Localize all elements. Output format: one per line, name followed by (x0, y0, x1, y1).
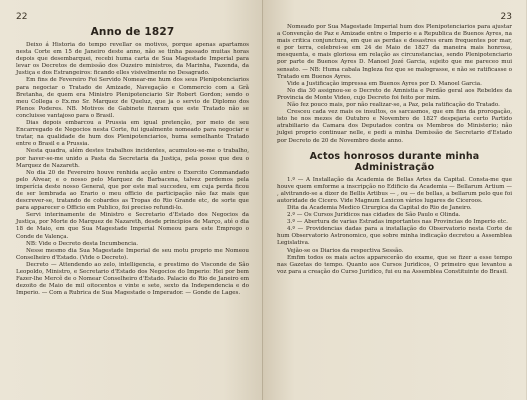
paragraph: Não fez pouco mais, por não realizar-se, a Paz, pela ratificação do Tratado. (287, 102, 500, 109)
paragraph: 4.º — Providencias dadas para a installação do Observatorio nesta Corte de hum Observatorio Astronomico, que sobre minha indicação decretou a Assemblea Legislativa. (277, 226, 512, 247)
left-page (0, 0, 263, 400)
left-body (16, 42, 249, 297)
paragraph: No dia 30 assignou-se o Decreto de Amnistia e Perdão geral aos Rebeldes da Provincia de Monte Video, cujo Decreto foi feito por mim. (277, 87, 512, 101)
paragraph: 3.º — Abertura de varias Estradas importantes nas Provincias do Imperio etc. (287, 219, 508, 226)
paragraph: Cresceu cada vez mais os insultos, os sarcasmos, que em fins da prorogação, isto he nos mezes de Outubro e Novembro de 1827 despejaria certo Partido atrabiliario da Camara dos Deputados contra os Membros do Ministerio; não julgei proprio continuar nelle, e pedi a minha Demissão de Secretario d'Estado por Decreto de 20 de Novembro deste anno. (277, 109, 512, 144)
right-body-bottom (277, 177, 512, 276)
paragraph: Vide a Justificação impressa em Buenos Ayres por D. Manoel Garcia. (287, 80, 482, 87)
paragraph: 2.º — Os Cursos Juridicos nas cidades de São Paulo e Olinda. (287, 212, 461, 219)
paragraph: Deixo á Historia do tempo revellar os motivos, porque apenas apartamos nesta Corte em 15 de Janeiro deste anno, não se tinha passado muitas horas depois que desembarquei, recebi huma carta de Sua Magestade Imperial para levar os Decretos de demissão dos Ouzeiro ministros, da Marinha, Fazenda, da Justiça e dos Estrangeiros: ficando elles visivelmente no Desagrado. (16, 42, 249, 77)
paragraph: Vejão-se os Diarios da respectiva Sessão. (287, 247, 404, 254)
right-body-top (277, 24, 512, 145)
paragraph: Em fins de Fevereiro Foi Servido Nomear-me hum dos seus Plenipotenciarios para negociar o Tratado de Amizade, Navegação e Commercio com a Grã Bretanha, de quem era Ministro Plenipotenciario Sir Robert Gordon; sendo o meu Collega o Ex.mo Sr. Marquez de Queluz, que ja o servio de Diplomo dos Plenos Poderes. NB. Motivos de Gabinete fizeram que este Tratado não se concluisse vantajoso para o Brasil. (16, 77, 249, 119)
paragraph: Servi interinamente de Ministro e Secretario d'Estado dos Negocios da Justiça, por Morte do Marquez de Nazareth, desde principios de Março, até o dia 18 de Maio, em que Sua Magestade Imperial Nomeou para este Emprego o Conde de Valença. (16, 212, 249, 240)
paragraph: Emfim todos os mais actos apparecerão do exame, que se fizer a esse tempo nas Gazetas do tempo. Quanto aos Cursos Juridicos, O primeiro que levantou a voz para a creação do Curso Juridico, fui eu na Assemblea Constituinte do Brasil. (277, 254, 512, 275)
section-title-actos-honrosos: Actos honrosos durante minha Administração (309, 150, 480, 173)
paragraph: 1.º — A Installação da Academia de Bellas Artes da Capital. Consta-me que houve quem emforme a inscripção no Edificio da Academia — Bellarum Artium — , alvitrando-se a dizer de Bellis Artibus — , ou — de bellas, a bellarum pelo que foi autoridade de Cicero. Vide Magnum Lexicon vários lugares de Ciceroos. (277, 176, 512, 204)
paragraph: Decreto — Attendendo ao zelo, intelligencia, e prestimo do Visconde de São Leopoldo, Ministro, e Secretario d'Estado dos Negocios do Imperio: Hei por bem Fazer-lhe Mercê de o Nomear Conselheiro d'Estado. Palacio do Rio de Janeiro em dezoito de Maio de mil oitocentos e vinte e sete, sexto da Independencia e do Imperio. — Com a Rubrica de Sua Magestade o Imperador. — Gonde de Lages. (16, 261, 249, 297)
right-page (263, 0, 526, 400)
paragraph: No dia 20 de Fevereiro houve renhida acção entre o Exercito Commandado pelo Alvear, e o nosso pelo Marquez de Barbacena, talvez perdemos pela imperícia deste nosso General, que por este mal succedeu, em cuja perda ficou de ser lembrada ao Erario o meu officio de participação não faz mais que descrever-se, tratando de cobardes as Tropas do Rio Grande etc, de sorte que para apparecer o Officio em Publico, foi preciso refundi-lo. (16, 169, 249, 212)
paragraph: Nesse mesmo dia Sua Magestade Imperial de seu motu proprio me Nomeou Conselheiro d'Estado. (Vide o Decreto). (16, 247, 249, 261)
paragraph: NB: Vide o Decreto desta Incumbencia. (26, 240, 139, 247)
page-number-right: 23 (500, 12, 512, 22)
paragraph: Nomeado por Sua Magestade Imperial hum dos Plenipotenciarios para ajustar a Convenção de Paz e Amizade entre o Imperio e a Republica de Buenos Ayres, na mais critica conjunctura, em que as perdas e desastres eram frequentes por mar, e por terra, celebrei-se em 24 de Maio de 1827 da maneira mais honrosa, mesquenta, e mais gloriosa em relação as circunstancias, sendo Plenipotenciario por parte de Buenos Ayres D. Manoel Jozé Garcia, sujeito que me pareceo mui sensato. — NB: Huma cabala Ingleza fez que se malograsse, e não se ratificasse o Tratado em Buenos Ayres. (277, 24, 512, 80)
section-title-1827: Anno de 1827 (90, 26, 175, 38)
paragraph: Nesta quadra, além destes trabalhos incidentes, acumulou-se-me o trabalho, por haver-se-me unido a Pasta da Secretaria da Justiça, pela posse que deu o Marquez de Nazareth. (16, 148, 249, 169)
paragraph: Dita da Academia Medico Cirurgica da Capital do Rio de Janeiro. (287, 204, 472, 211)
paragraph: Dias depois embarcou a Prussia em igual pretenção, por meio de seu Encarregado de Negocios nesta Corte, fui igualmente nomeado para negociar e tratar, na qualidade de hum dos Plenipotenciarios, huma semelhante Tratado entre o Brasil e a Prussia. (16, 120, 249, 148)
page-number-left: 22 (16, 12, 28, 22)
